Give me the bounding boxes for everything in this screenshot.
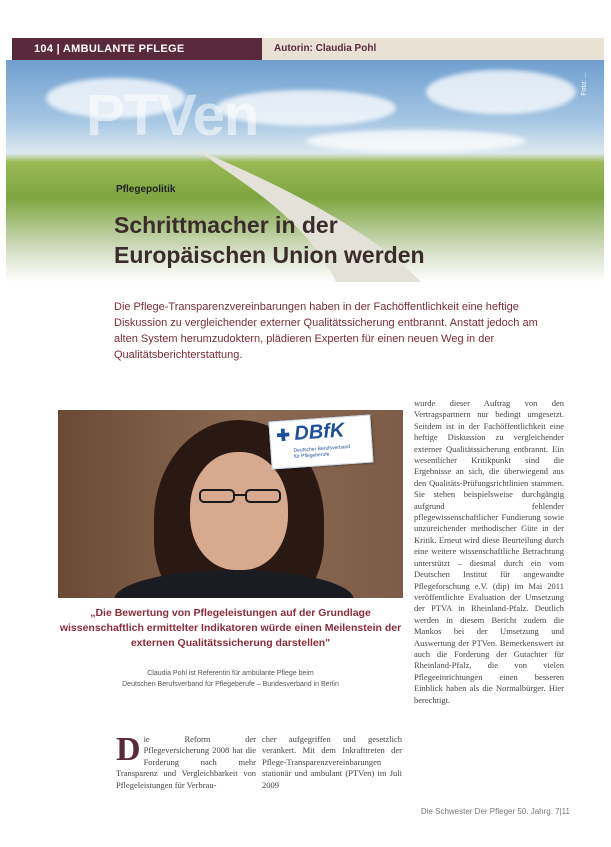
header-bar bbox=[6, 38, 604, 60]
lead-paragraph: Die Pflege-Transparenzvereinbarungen haben in der Fachöffentlichkeit eine heftige Diskussion zu vergleichender externer Qualitätssicherung entbrannt. Anstatt jedoch am alten System herumzudoktern, plädieren Experten für einen neuen Weg in der Qualitätsberichterstattung. bbox=[114, 301, 538, 361]
body-column-2: cher aufgegriffen und gesetzlich verankert. Mit dem Inkrafttreten der Pflege-Transparenzvereinbarungen stationär und ambulant (PTVen) im Juli 2009 bbox=[262, 734, 402, 790]
photo-credit: Foto: ... bbox=[581, 72, 588, 96]
section-label: 104 | AMBULANTE PFLEGE bbox=[12, 38, 262, 60]
pull-quote: „Die Bewertung von Pflegeleistungen auf der Grundlage wissenschaftlich ermittelter Indikatoren würde einen Meilenstein der externen Qualitätssicherung darstellen" bbox=[59, 607, 402, 649]
photo-caption: Claudia Pohl ist Referentin für ambulante Pflege beim Deutschen Berufsverband für Pflegeberufe – Bundesverband in Berlin bbox=[122, 670, 339, 688]
author-label: Autorin: Claudia Pohl bbox=[262, 38, 604, 60]
kicker: Pflegepolitik bbox=[116, 184, 176, 195]
title-line-1: Schrittmacher in der bbox=[114, 212, 338, 238]
dbfk-logo: ✚ DBfK Deutscher Berufsverband für Pflegeberufe bbox=[268, 415, 373, 470]
article-title bbox=[114, 210, 534, 270]
dropcap: D bbox=[116, 731, 141, 768]
plus-icon: ✚ bbox=[275, 427, 291, 446]
page-footer: Die Schwester Der Pfleger 50. Jahrg. 7|11 bbox=[420, 807, 570, 816]
glasses-icon bbox=[198, 488, 282, 504]
hero-word: PTVen bbox=[86, 83, 259, 148]
title-line-2: Europäischen Union werden bbox=[114, 242, 425, 268]
body-column-1: D ie Reform der Pflegeversicherung 2008 hat die Forderung nach mehr Transparenz und Vergleichbarkeit von Pflegeleistungen für Verbrau- bbox=[116, 731, 256, 790]
body-column-right: wurde dieser Auftrag von den Vertragspartnern nur bedingt umgesetzt. Seitdem ist in der Fachöffentlichkeit eine heftige Diskussion zu vergleichender externer Qualitätssicherung entbrannt. Ein wesentlicher Kritikpunkt sind die Ergebnisse an sich, die überwiegend aus den Qualitäts-Prüfungsrichtlinien stammen. Sie stehen beispielsweise durchgängig aufgrund fehlender pflegewissenschaftlicher Fundierung sowie unzureichender methodischer Güte in der Kritik. Erneut wird diese Beurteilung durch eine weitere wissenschaftliche Betrachtung unterstützt – diesmal durch ein vom Deutschen Institut für angewandte Pflegeforschung e.V. (dip) im Mai 2011 veröffentlichte Evaluation der Umsetzung der PTVA in Rheinland-Pfalz. Deutlich werden in diesem Bericht zudem die Mankos bei der Umsetzung und Auswertung der PTVen. Bemerkenswert ist auch die Forderung der Gutachter für Rheinland-Pfalz, die von vielen Pflegeeinrichtungen einen besseren Einblick haben als die Normalbürger. Hier berechtigt. bbox=[414, 398, 564, 705]
